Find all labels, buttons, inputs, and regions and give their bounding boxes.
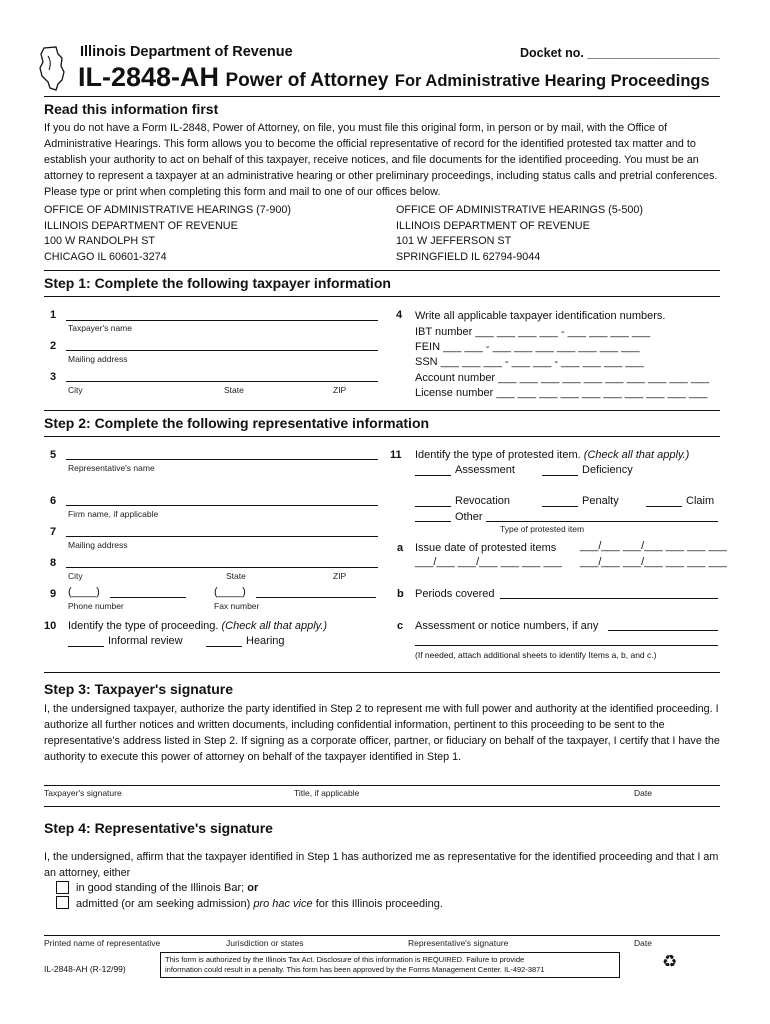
- claim-check[interactable]: [646, 506, 682, 507]
- periods-covered-input[interactable]: [500, 598, 718, 599]
- step4-heading: Step 4: Representative's signature: [44, 820, 273, 836]
- jurisdiction-caption: Jurisdiction or states: [226, 938, 304, 948]
- step3-body: I, the undersigned taxpayer, authorize the party identified in Step 2 to represent me with full power and authority at the identified proceeding. I authorize all further notices and written documents, including confidential information, pertinent to this proceeding to be sent to the representative's address listed in Step 2. If signing as a corporate officer, partner, or fiduciary on behalf of the taxpayer, I certify that I have the authority to execute this power of attorney on behalf of the taxpayer identified in Step 1.: [44, 703, 720, 763]
- office-line: OFFICE OF ADMINISTRATIVE HEARINGS (5-500): [396, 204, 643, 216]
- recycle-icon: ♻: [662, 952, 678, 971]
- illinois-bar-text: in good standing of the Illinois Bar;: [76, 882, 245, 894]
- step4-body: I, the undersigned, affirm that the taxpayer identified in Step 1 has authorized me as representative for the identified proceeding and that I am an attorney, either: [44, 851, 719, 879]
- pro-hac-vice-text-b: pro hac vice: [253, 898, 313, 910]
- title-caption: Title, if applicable: [294, 788, 360, 798]
- item-letter: b: [397, 588, 404, 600]
- item-number: 10: [44, 620, 57, 632]
- form-subtitle: For Administrative Hearing Proceedings: [394, 72, 710, 90]
- item-letter: a: [397, 542, 404, 554]
- item-number: 4: [396, 309, 403, 321]
- printed-name-caption: Printed name of representative: [44, 938, 161, 948]
- disclosure-notice: [160, 952, 620, 978]
- item-number: 6: [50, 495, 57, 507]
- deficiency-label: Deficiency: [582, 464, 633, 476]
- pro-hac-vice-checkbox[interactable]: [56, 896, 69, 909]
- license-number-field[interactable]: License number ___ ___ ___ ___ ___ ___ ___ ___ ___ ___: [415, 387, 708, 399]
- type-protested-caption: Type of protested item: [500, 524, 585, 534]
- item-number: 7: [50, 526, 57, 538]
- step1-heading: Step 1: Complete the following taxpayer information: [44, 275, 391, 291]
- notice-line: This form is authorized by the Illinois Tax Act. Disclosure of this information is REQUIRED. Failure to provide: [165, 955, 525, 964]
- city-caption: City: [68, 385, 83, 395]
- fax-number-input[interactable]: [256, 597, 376, 598]
- assessment-check[interactable]: [415, 475, 451, 476]
- firm-name-input[interactable]: [66, 505, 378, 506]
- city-caption: City: [68, 571, 83, 581]
- notice-numbers-input-2[interactable]: [415, 645, 718, 646]
- ibt-number-field[interactable]: IBT number ___ ___ ___ ___ - ___ ___ ___ ___: [415, 326, 651, 338]
- item-number: 11: [390, 449, 402, 461]
- hearing-label: Hearing: [246, 635, 285, 647]
- office-line: ILLINOIS DEPARTMENT OF REVENUE: [44, 219, 238, 232]
- illinois-bar-or: or: [247, 882, 259, 894]
- phone-caption: Phone number: [68, 601, 124, 611]
- penalty-label: Penalty: [582, 495, 619, 507]
- fein-field[interactable]: FEIN ___ ___ - ___ ___ ___ ___ ___ ___ ___: [415, 341, 640, 353]
- revocation-check[interactable]: [415, 506, 451, 507]
- rep-address-caption: Mailing address: [68, 540, 128, 550]
- revocation-label: Revocation: [455, 495, 511, 507]
- protested-item-hint: (Check all that apply.): [583, 449, 690, 461]
- illinois-bar-label: [76, 882, 258, 894]
- rep-signature-caption: Representative's signature: [408, 938, 509, 948]
- office-springfield: [396, 203, 643, 265]
- issue-date-field[interactable]: ___/___ ___/___ ___ ___ ___: [580, 556, 727, 568]
- periods-covered-label: Periods covered: [415, 588, 495, 600]
- rep-city-state-zip-input[interactable]: [66, 567, 378, 568]
- taxpayer-city-state-zip-input[interactable]: [66, 381, 378, 382]
- notice-numbers-input[interactable]: [608, 630, 718, 631]
- penalty-check[interactable]: [542, 506, 578, 507]
- rep-signature-line-input[interactable]: [44, 935, 720, 936]
- phone-area-code[interactable]: (____): [68, 586, 100, 598]
- firm-name-caption: Firm name, if applicable: [68, 509, 159, 519]
- office-line: ILLINOIS DEPARTMENT OF REVENUE: [396, 219, 590, 232]
- date-caption: Date: [634, 938, 652, 948]
- deficiency-check[interactable]: [542, 475, 578, 476]
- intro-body: If you do not have a Form IL-2848, Power of Attorney, on file, you must file this original form, in person or by mail, with the Office of Administrative Hearings. This form allows you to become the official representative of record for the identified protested tax matter and to establish your authority to act on behalf of this taxpayer, receive notices, and file documents for the identified proceeding. You must be an attorney to represent a taxpayer at an administrative hearing or other preliminary proceedings, including status calls and pretrial conferences. Please type or print when completing this form and mail to one of our offices below.: [44, 122, 718, 198]
- illinois-state-logo: [34, 44, 72, 92]
- fax-caption: Fax number: [214, 601, 260, 611]
- rep-name-input[interactable]: [66, 459, 378, 460]
- phone-number-input[interactable]: [110, 597, 186, 598]
- step3-heading: Step 3: Taxpayer's signature: [44, 681, 234, 697]
- other-type-input[interactable]: [486, 521, 718, 522]
- item-number: 9: [50, 588, 57, 600]
- proceeding-type-text: Identify the type of proceeding.: [68, 620, 219, 632]
- taxpayer-signature-caption: Taxpayer's signature: [44, 788, 122, 798]
- item-number: 8: [50, 557, 57, 569]
- illinois-bar-checkbox[interactable]: [56, 881, 69, 894]
- item-number: 3: [50, 371, 57, 383]
- issue-date-label: Issue date of protested items: [415, 542, 557, 554]
- ssn-field[interactable]: SSN ___ ___ ___ - ___ ___ - ___ ___ ___ ___: [415, 356, 644, 368]
- form-title: [78, 62, 710, 93]
- office-line: OFFICE OF ADMINISTRATIVE HEARINGS (7-900): [44, 204, 291, 216]
- informal-review-label: Informal review: [108, 635, 183, 647]
- notice-numbers-label: Assessment or notice numbers, if any: [415, 620, 599, 632]
- informal-review-check[interactable]: [68, 646, 104, 647]
- agency-name: Illinois Department of Revenue: [80, 44, 293, 60]
- date-caption: Date: [634, 788, 652, 798]
- issue-date-field[interactable]: ___/___ ___/___ ___ ___ ___: [580, 540, 727, 552]
- docket-number-field[interactable]: Docket no. ___________________: [520, 46, 720, 60]
- attach-note: (If needed, attach additional sheets to identify Items a, b, and c.): [415, 650, 657, 660]
- zip-caption: ZIP: [333, 571, 347, 581]
- other-label: Other: [455, 511, 483, 523]
- item-number: 5: [50, 449, 57, 461]
- zip-caption: ZIP: [333, 385, 347, 395]
- rep-name-caption: Representative's name: [68, 463, 155, 473]
- office-line: CHICAGO IL 60601-3274: [44, 250, 167, 263]
- office-line: 101 W JEFFERSON ST: [396, 235, 512, 247]
- hearing-check[interactable]: [206, 646, 242, 647]
- proceeding-type-hint: (Check all that apply.): [221, 620, 328, 632]
- assessment-label: Assessment: [455, 464, 515, 476]
- claim-label: Claim: [686, 495, 715, 507]
- office-line: SPRINGFIELD IL 62794-9044: [396, 250, 541, 263]
- protested-item-label: [415, 449, 689, 461]
- form-revision: IL-2848-AH (R-12/99): [44, 964, 126, 974]
- intro-heading: Read this information first: [44, 101, 219, 117]
- account-number-field[interactable]: Account number ___ ___ ___ ___ ___ ___ ___ ___ ___ ___: [415, 372, 710, 384]
- other-check[interactable]: [415, 521, 451, 522]
- office-chicago: [44, 203, 291, 265]
- issue-date-field[interactable]: ___/___ ___/___ ___ ___ ___: [415, 556, 562, 568]
- state-caption: State: [226, 571, 246, 581]
- state-caption: State: [224, 385, 244, 395]
- pro-hac-vice-text-a: admitted (or am seeking admission): [76, 898, 251, 910]
- rep-address-input[interactable]: [66, 536, 378, 537]
- office-line: 100 W RANDOLPH ST: [44, 235, 155, 247]
- item-letter: c: [397, 620, 404, 632]
- proceeding-type-label: [68, 620, 327, 632]
- form-id: IL-2848-AH: [78, 62, 220, 92]
- taxpayer-signature-input[interactable]: [44, 785, 720, 786]
- taxpayer-address-input[interactable]: [66, 350, 378, 351]
- fax-area-code[interactable]: (____): [214, 586, 246, 598]
- protested-item-text: Identify the type of protested item.: [415, 449, 581, 461]
- notice-line: information could result in a penalty. This form has been approved by the Forms Management Center. IL-492-3871: [165, 965, 545, 974]
- taxpayer-name-caption: Taxpayer's name: [68, 323, 132, 333]
- item-number: 2: [50, 340, 57, 352]
- item-number: 1: [50, 309, 57, 321]
- id-numbers-heading: Write all applicable taxpayer identification numbers.: [415, 310, 666, 322]
- form-title-text: Power of Attorney: [225, 70, 389, 91]
- pro-hac-vice-text-c: for this Illinois proceeding.: [315, 898, 443, 910]
- taxpayer-address-caption: Mailing address: [68, 354, 128, 364]
- taxpayer-name-input[interactable]: [66, 320, 378, 321]
- pro-hac-vice-label: [76, 898, 443, 910]
- step2-heading: Step 2: Complete the following representative information: [44, 415, 430, 431]
